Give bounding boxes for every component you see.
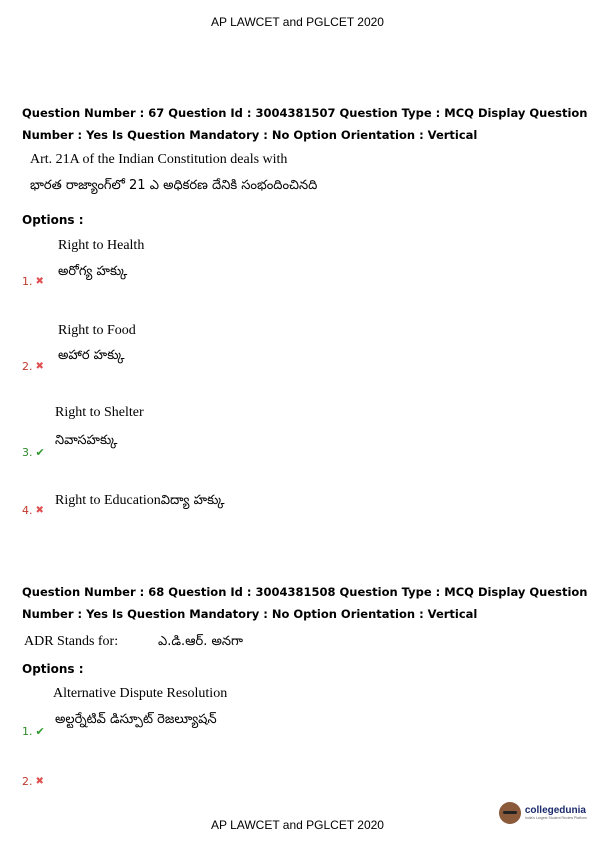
q68-option-1-marker	[22, 725, 45, 738]
mascot-icon	[499, 802, 521, 824]
question-67-options-label: Options :	[22, 213, 84, 227]
q67-option-2-telugu: అహార హక్కు	[58, 348, 125, 363]
cross-icon: ✖	[35, 505, 44, 516]
check-icon: ✔	[35, 446, 45, 459]
question-67-text-english: Art. 21A of the Indian Constitution deals with	[30, 152, 288, 167]
collegedunia-logo	[499, 802, 587, 824]
question-68-meta-line-2: Number : Yes Is Question Mandatory : No Option Orientation : Vertical	[22, 607, 478, 621]
q67-option-4-marker	[22, 504, 44, 517]
q67-option-4-text	[55, 493, 225, 511]
q67-option-1-marker	[22, 275, 44, 288]
question-68-text-telugu: ఎ.డి.ఆర్. అనగా	[158, 634, 243, 649]
cross-icon: ✖	[35, 361, 44, 372]
q67-option-3-number: 3.	[22, 446, 33, 459]
question-68-text-english: ADR Stands for:	[24, 634, 119, 649]
q67-option-2-english: Right to Food	[58, 323, 136, 338]
q68-option-2-marker	[22, 775, 44, 788]
logo-name: collegedunia	[524, 804, 586, 816]
page-footer: AP LAWCET and PGLCET 2020	[211, 818, 384, 832]
q68-option-1-number: 1.	[22, 725, 33, 738]
q68-option-1-english: Alternative Dispute Resolution	[53, 686, 228, 701]
q67-option-3-telugu: నివాసహక్కు	[55, 433, 118, 448]
q67-option-3-english: Right to Shelter	[55, 405, 144, 420]
cross-icon: ✖	[35, 276, 44, 287]
q67-option-1-telugu: అరోగ్య హక్కు	[58, 264, 128, 279]
question-67-meta-line-1: Question Number : 67 Question Id : 3004381507 Question Type : MCQ Display Question	[22, 106, 588, 120]
q67-option-3-marker	[22, 446, 45, 459]
q67-option-2-number: 2.	[22, 360, 33, 373]
question-68-options-label: Options :	[22, 662, 84, 676]
q67-option-1-number: 1.	[22, 275, 33, 288]
q67-option-4-telugu: విద్యా హక్కు	[160, 493, 225, 508]
question-67-text-telugu: భారత రాజ్యాంగ్‌లో 21 ఎ అధికరణ దేనికి సంభందించినది	[30, 178, 318, 193]
check-icon: ✔	[35, 725, 45, 738]
q68-option-1-telugu: అల్టర్నేటివ్ డిస్పూట్ రెజల్యూషన్	[55, 712, 217, 727]
q67-option-2-marker	[22, 360, 44, 373]
q67-option-4-number: 4.	[22, 504, 33, 517]
logo-tagline: India's Largest Student Review Platform	[524, 815, 587, 820]
question-68-meta-line-1: Question Number : 68 Question Id : 3004381508 Question Type : MCQ Display Question	[22, 585, 588, 599]
q67-option-1-english: Right to Health	[58, 238, 145, 253]
question-67-meta-line-2: Number : Yes Is Question Mandatory : No Option Orientation : Vertical	[22, 128, 478, 142]
q67-option-4-english: Right to Education	[55, 493, 161, 508]
page-header: AP LAWCET and PGLCET 2020	[211, 15, 384, 29]
q68-option-2-number: 2.	[22, 775, 33, 788]
cross-icon: ✖	[35, 776, 44, 787]
